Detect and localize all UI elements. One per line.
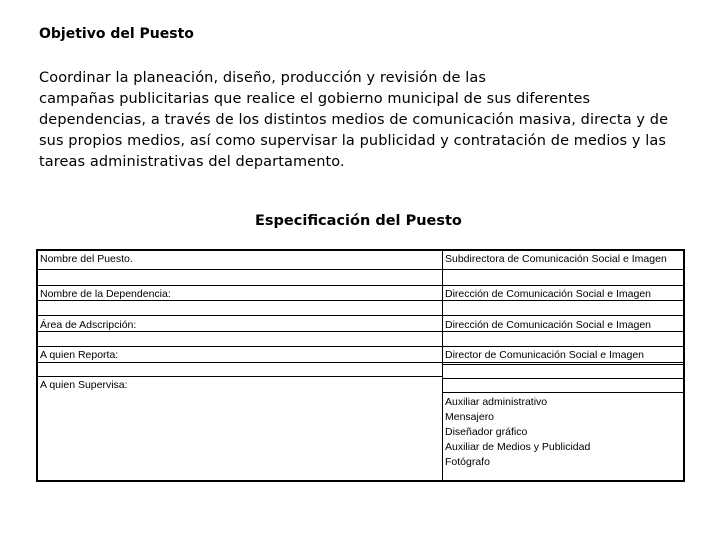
table-value: Director de Comunicación Social e Imagen [445,349,645,361]
row-divider [38,331,683,332]
table-label: A quien Supervisa: [40,379,128,391]
row-divider [38,300,683,301]
objective-line: dependencias, a través de los distintos medios de comunicación masiva, directa y de [39,112,669,128]
table-label: Nombre de la Dependencia: [40,288,171,300]
objective-line: Coordinar la planeación, diseño, producción y revisión de las [39,70,487,86]
objective-paragraph [39,68,669,173]
table-value: Subdirectora de Comunicación Social e Imagen [445,253,667,265]
list-item: Auxiliar administrativo [445,396,548,408]
table-label: A quien Reporta: [40,349,119,361]
objective-line: sus propios medios, así como supervisar la publicidad y contratación de medios y las [39,133,666,149]
table-value: Dirección de Comunicación Social e Imagen [445,319,652,331]
row-divider [38,285,683,286]
table-label: Área de Adscripción: [40,319,137,331]
objective-heading: Objetivo del Puesto [39,26,194,42]
supervised-list [445,395,590,470]
row-divider [443,364,683,365]
row-divider [443,378,683,379]
objective-line: tareas administrativas del departamento. [39,154,345,170]
list-item: Fotógrafo [445,456,490,468]
specification-title: Especificación del Puesto [255,213,462,229]
specification-table [36,249,685,482]
table-label: Nombre del Puesto. [40,253,133,265]
row-divider [38,346,683,347]
objective-line: campañas publicitarias que realice el gobierno municipal de sus diferentes [39,91,591,107]
list-item: Diseñador gráfico [445,426,528,438]
list-item: Auxiliar de Medios y Publicidad [445,441,591,453]
row-divider [38,315,683,316]
row-divider [443,392,683,393]
row-divider [38,362,683,363]
row-divider [38,376,442,377]
table-value: Dirección de Comunicación Social e Imagen [445,288,652,300]
row-divider [38,269,683,270]
list-item: Mensajero [445,411,495,423]
